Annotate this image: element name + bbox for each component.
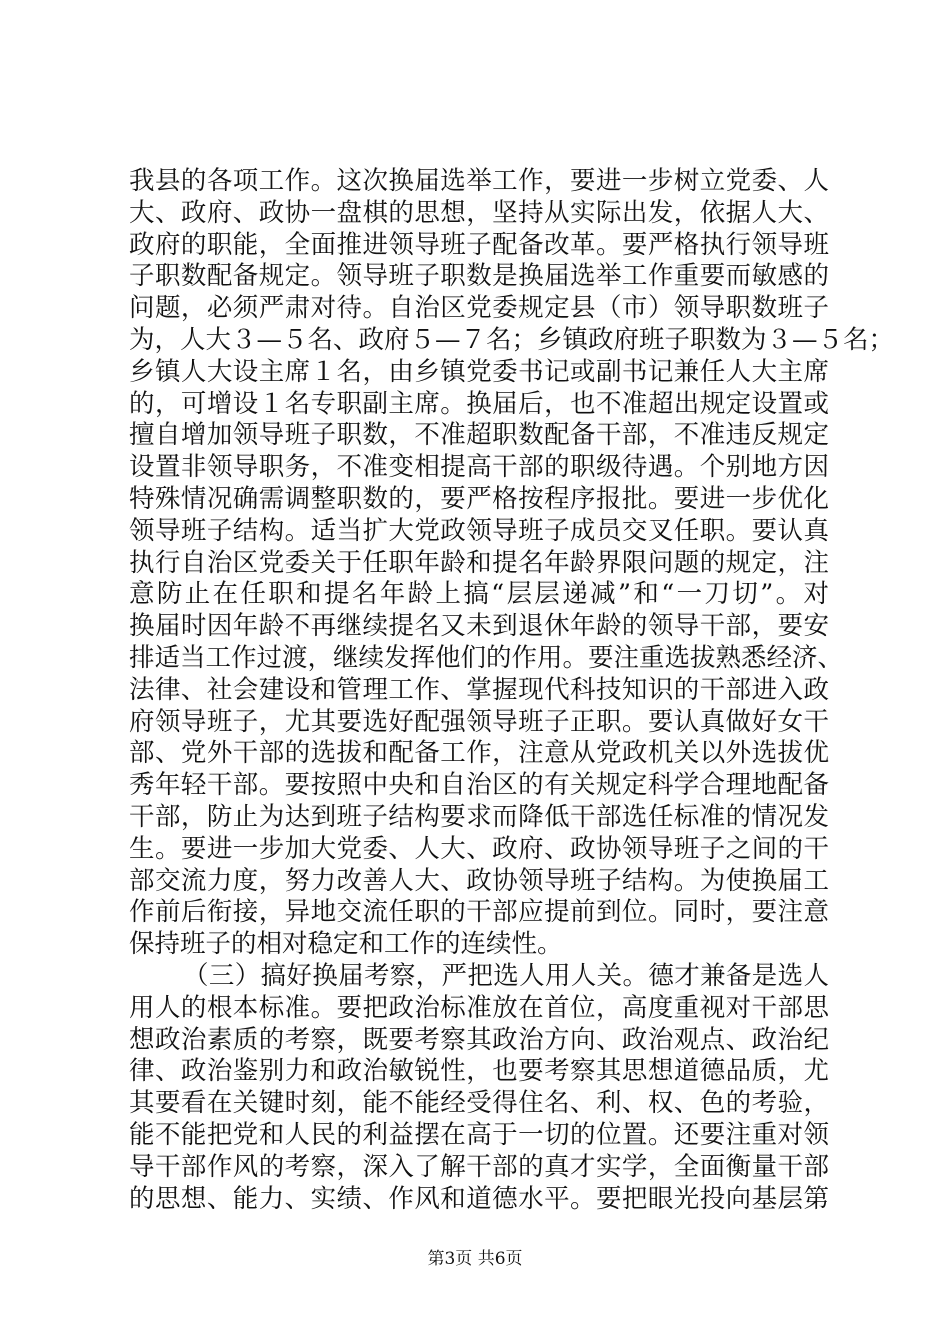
text-line: 用人的根本标准。要把政治标准放在首位，高度重视对干部思 — [129, 992, 829, 1023]
text-line: 政府的职能，全面推进领导班子配备改革。要严格执行领导班 — [129, 229, 829, 260]
text-line: 保持班子的相对稳定和工作的连续性。 — [129, 929, 563, 960]
document-body — [129, 166, 895, 1215]
text-line: 我县的各项工作。这次换届选举工作，要进一步树立党委、人 — [129, 166, 829, 196]
text-line: 擅自增加领导班子职数，不准超职数配备干部，不准违反规定 — [129, 420, 829, 451]
text-line: 领导班子结构。适当扩大党政领导班子成员交叉任职。要认真 — [129, 515, 829, 546]
text-line: 秀年轻干部。要按照中央和自治区的有关规定科学合理地配备 — [129, 770, 829, 801]
text-line: 大、政府、政协一盘棋的思想，坚持从实际出发，依据人大、 — [129, 197, 829, 228]
text-line: 意防止在任职和提名年龄上搞“层层递减”和“一刀切”。对 — [129, 579, 829, 610]
text-line: 律、政治鉴别力和政治敏锐性，也要考察其思想道德品质，尤 — [129, 1056, 829, 1087]
text-line: 生。要进一步加大党委、人大、政府、政协领导班子之间的干 — [129, 833, 829, 864]
section-heading-line: （三）搞好换届考察，严把选人用人关。德才兼备是选人 — [183, 960, 829, 991]
text-line: 乡镇人大设主席１名，由乡镇党委书记或副书记兼任人大主席 — [129, 356, 829, 387]
text-line: 导干部作风的考察，深入了解干部的真才实学，全面衡量干部 — [129, 1151, 829, 1182]
page-footer: 第3页 共6页 — [427, 1249, 523, 1269]
text-line: 设置非领导职务，不准变相提高干部的职级待遇。个别地方因 — [129, 452, 829, 483]
text-line: 执行自治区党委关于任职年龄和提名年龄界限问题的规定，注 — [129, 547, 829, 578]
text-line: 换届时因年龄不再继续提名又未到退休年龄的领导干部，要安 — [129, 611, 829, 642]
text-line: 部、党外干部的选拔和配备工作，注意从党政机关以外选拔优 — [129, 738, 829, 769]
text-line: 部交流力度，努力改善人大、政协领导班子结构。为使换届工 — [129, 865, 829, 896]
text-line: 能不能把党和人民的利益摆在高于一切的位置。还要注重对领 — [129, 1119, 829, 1150]
text-line: 排适当工作过渡，继续发挥他们的作用。要注重选拔熟悉经济、 — [129, 642, 844, 673]
text-line: 法律、社会建设和管理工作、掌握现代科技知识的干部进入政 — [129, 674, 829, 705]
text-line: 子职数配备规定。领导班子职数是换届选举工作重要而敏感的 — [129, 261, 829, 292]
text-line: 问题，必须严肃对待。自治区党委规定县（市）领导职数班子 — [129, 293, 829, 324]
text-line: 府领导班子，尤其要选好配强领导班子正职。要认真做好女干 — [129, 706, 829, 737]
text-line: 干部，防止为达到班子结构要求而降低干部选任标准的情况发 — [129, 801, 829, 832]
text-line: 特殊情况确需调整职数的，要严格按程序报批。要进一步优化 — [129, 483, 829, 514]
text-line: 想政治素质的考察，既要考察其政治方向、政治观点、政治纪 — [129, 1024, 829, 1055]
text-line: 为，人大３—５名、政府５—７名；乡镇政府班子职数为３—５名； — [129, 324, 895, 355]
text-line: 其要看在关键时刻，能不能经受得住名、利、权、色的考验， — [129, 1088, 829, 1119]
text-line: 的思想、能力、实绩、作风和道德水平。要把眼光投向基层第 — [129, 1183, 829, 1214]
text-line: 的，可增设１名专职副主席。换届后，也不准超出规定设置或 — [129, 388, 829, 419]
text-line: 作前后衔接，异地交流任职的干部应提前到位。同时，要注意 — [129, 897, 829, 928]
